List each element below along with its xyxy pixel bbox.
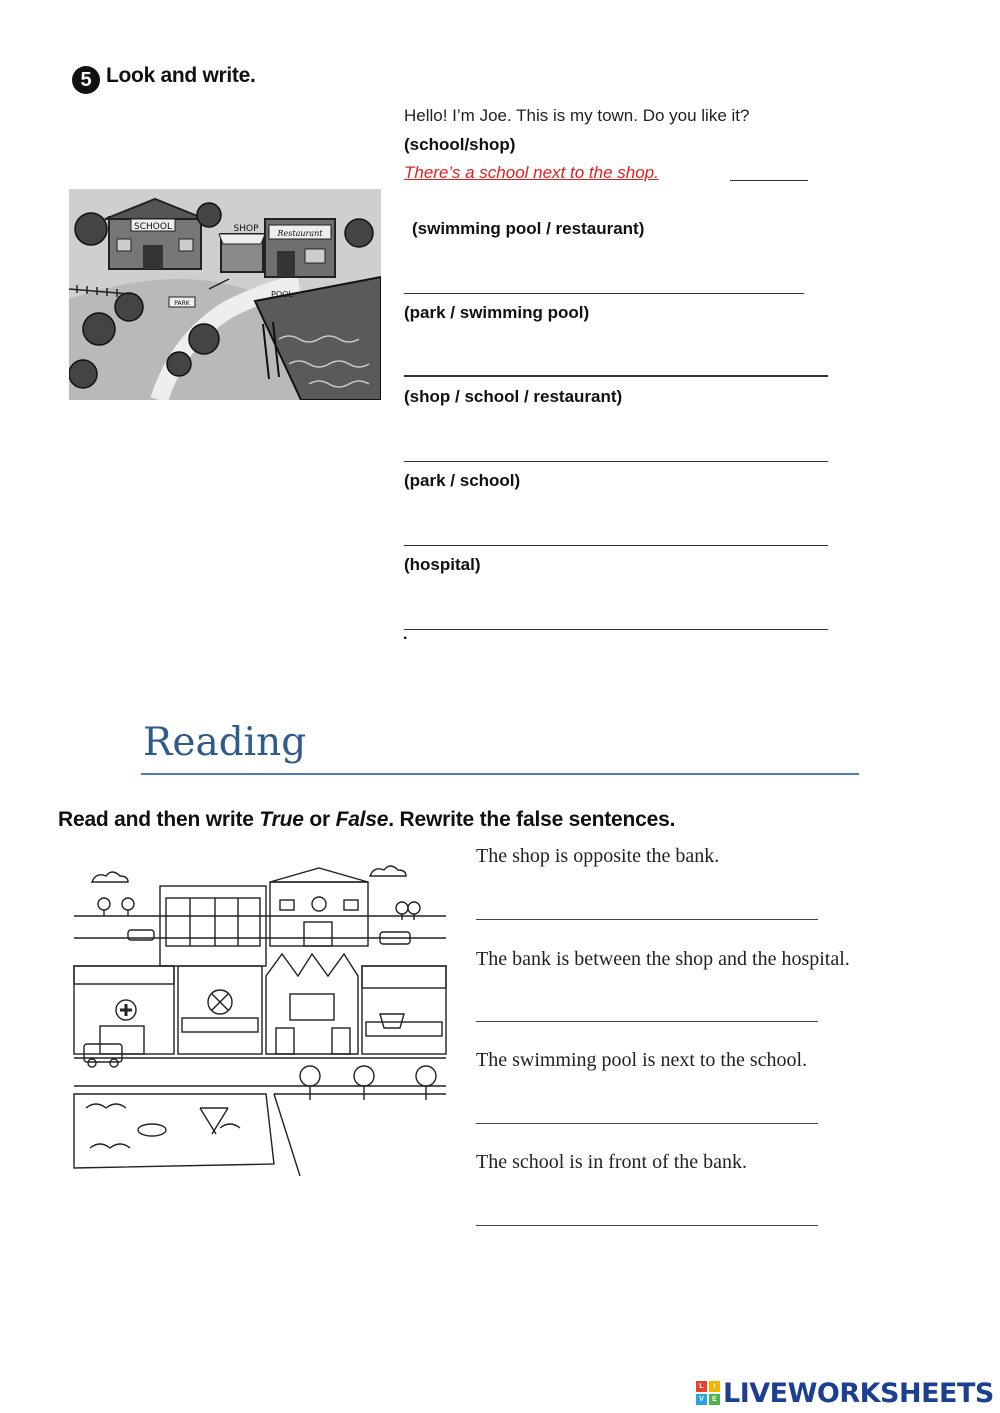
logo-cubes-icon xyxy=(696,1381,720,1405)
prompt-4: (park / school) xyxy=(404,471,521,490)
instruction-part-2: . Rewrite the false sentences. xyxy=(388,808,676,831)
reading-answer-input-2[interactable] xyxy=(476,993,822,1021)
logo-cube-e: E xyxy=(709,1394,720,1405)
reading-answer-line-3 xyxy=(476,1123,818,1124)
example-answer: There’s a school next to the shop. xyxy=(404,163,659,182)
town-map-illustration xyxy=(70,858,450,1176)
answer-line-3 xyxy=(404,461,828,462)
shop-sign: SHOP xyxy=(233,224,259,234)
town-illustration xyxy=(69,189,381,400)
instruction-true: True xyxy=(259,808,304,831)
reading-answer-line-4 xyxy=(476,1225,818,1226)
pool-sign: POOL xyxy=(271,290,293,299)
reading-answer-input-1[interactable] xyxy=(476,892,822,920)
restaurant-sign: Restaurant xyxy=(277,229,323,238)
answer-line-2 xyxy=(404,375,828,377)
reading-heading-rule xyxy=(141,773,859,775)
logo-cube-l: L xyxy=(696,1381,707,1392)
logo-cube-i: I xyxy=(709,1381,720,1392)
park-sign: PARK xyxy=(174,300,190,307)
answer-line-4 xyxy=(404,545,828,546)
prompt-3: (shop / school / restaurant) xyxy=(404,387,623,406)
answer-input-5[interactable] xyxy=(404,602,832,630)
example-prompt: (school/shop) xyxy=(404,135,516,154)
example-answer-line xyxy=(730,180,808,181)
instruction-false: False xyxy=(335,808,389,831)
trailing-period: . xyxy=(403,626,408,643)
reading-instruction xyxy=(58,808,675,832)
answer-line-1 xyxy=(404,293,804,294)
prompt-1: (swimming pool / restaurant) xyxy=(412,219,645,238)
prompt-5: (hospital) xyxy=(404,555,481,574)
exercise-title: Look and write. xyxy=(106,64,256,87)
statement-1: The shop is opposite the bank. xyxy=(476,845,720,867)
reading-answer-line-2 xyxy=(476,1021,818,1022)
logo-text: LIVEWORKSHEETS xyxy=(723,1377,994,1409)
statement-3: The swimming pool is next to the school. xyxy=(476,1049,808,1071)
instruction-part-1: Read and then write xyxy=(58,808,260,831)
prompt-2: (park / swimming pool) xyxy=(404,303,590,322)
answer-input-4[interactable] xyxy=(404,517,832,545)
exercise-number-badge: 5 xyxy=(72,66,100,94)
answer-input-3[interactable] xyxy=(404,433,832,461)
liveworksheets-logo[interactable] xyxy=(696,1376,994,1410)
reading-answer-input-4[interactable] xyxy=(476,1197,822,1225)
answer-line-5 xyxy=(404,629,828,630)
intro-text: Hello! I’m Joe. This is my town. Do you like it? xyxy=(404,106,750,125)
reading-answer-input-3[interactable] xyxy=(476,1095,822,1123)
logo-cube-v: V xyxy=(696,1394,707,1405)
reading-answer-line-1 xyxy=(476,919,818,920)
answer-input-1[interactable] xyxy=(404,265,808,293)
instruction-or: or xyxy=(303,808,336,831)
reading-heading: Reading xyxy=(143,720,307,765)
answer-input-2[interactable] xyxy=(404,348,832,376)
statement-4: The school is in front of the bank. xyxy=(476,1151,748,1173)
statement-2: The bank is between the shop and the hospital. xyxy=(476,948,850,970)
school-sign: SCHOOL xyxy=(134,222,172,232)
